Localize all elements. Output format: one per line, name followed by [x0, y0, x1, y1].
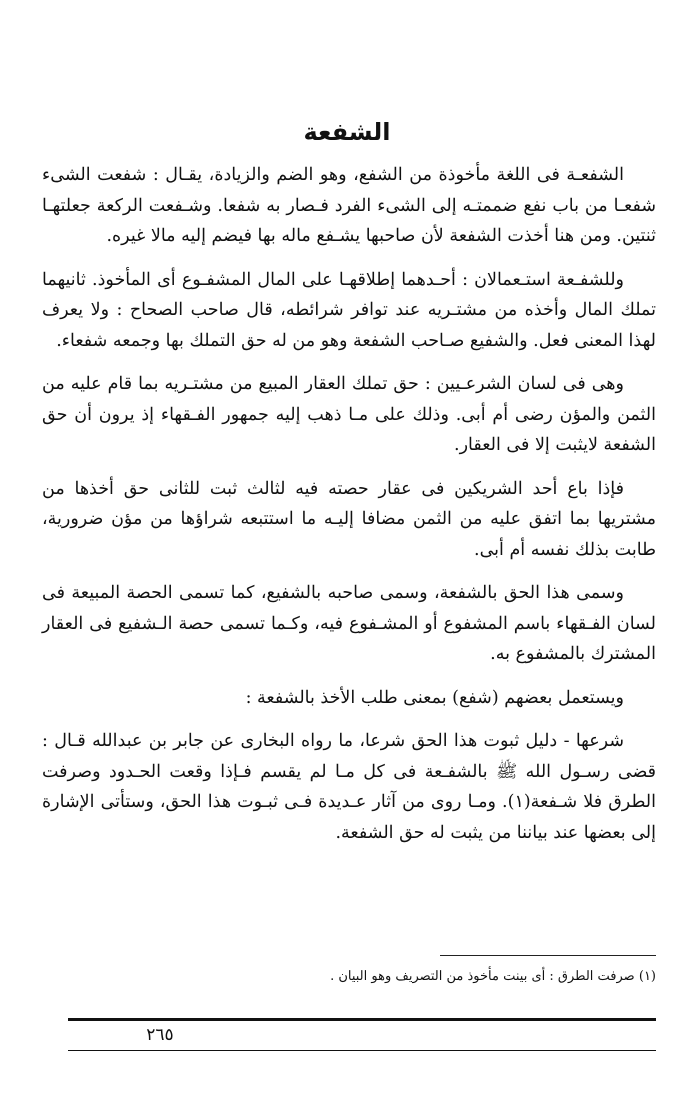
- paragraph-5: وسمى هذا الحق بالشفعة، وسمى صاحبه بالشفيع، كما تسمى الحصة المبيعة فى لسان الفـقهاء باسم المشفوع أو المشـفوع فيه، وكـما تسمى حصة الـشفيع فى العقار المشترك بالمشفوع به.: [42, 583, 656, 664]
- chapter-title: الشفعة: [303, 118, 391, 146]
- footer-rule-thick: [68, 1018, 656, 1021]
- footnote: (١) صرفت الطرق : أى بينت مأخوذ من التصريف وهو البيان .: [330, 969, 656, 984]
- paragraph-1: الشفعـة فى اللغة مأخوذة من الشفع، وهو الضم والزيادة، يقـال : شفعت الشىء شفعـا من باب نفع ضممتـه إلى الشىء الفرد فـصار به شفعا. وشـفعت الركعة جعلتهـا ثنتين. ومن هنا أخذت الشفعة لأن صاحبها يشـفع ماله بها فيضم إليه مالا غيره.: [42, 165, 656, 246]
- paragraph-3: وهى فى لسان الشرعـيين : حق تملك العقار المبيع من مشتـريه بما قام عليه من الثمن والمؤن رضى أم أبى. وذلك على مـا ذهب إليه جمهور الفـقهاء إذ يرون أن حق الشفعة لايثبت إلا فى العقار.: [42, 374, 656, 455]
- paragraph-2: وللشفـعة استـعمالان : أحـدهما إطلاقهـا على المال المشفـوع أى المأخوذ. ثانيهما تملك المال وأخذه من مشتـريه عند توافر شرائطه، قال صاحب الصحاح : ولا يعرف لهذا المعنى فعل. والشفيع صـاحب الشفعة وهو من له حق التملك بها وجمعه شفعاء.: [42, 269, 656, 351]
- page-number: ٢٦٥: [146, 1025, 174, 1045]
- paragraph-7: شرعها - دليل ثبوت هذا الحق شرعا، ما رواه البخارى عن جابر بن عبدالله قـال : قضى رسـول الله ﷺ بالشفـعة فى كل مـا لم يقسم فـإذا وقعت الحـدود وصرفت الطرق فلا شـفعة(١). ومـا روى من آثار عـديدة فـى ثبـوت هذا الحق، وستأتى الإشارة إلى بعضها عند بياننا من يثبت له حق الشفعة.: [42, 731, 656, 843]
- footer-rule-thin: [68, 1050, 656, 1051]
- footnote-divider: [440, 955, 656, 956]
- body-text: [42, 160, 656, 861]
- paragraph-6: ويستعمل بعضهم (شفع) بمعنى طلب الأخذ بالشفعة :: [245, 687, 624, 708]
- paragraph-4: فإذا باع أحد الشريكين فى عقار حصته فيه لثالث ثبت للثانى حق أخذها من مشتريها بما اتفق عليه من الثمن مضافا إليـه ما استتبعه شراؤها من مؤن ضرورية، طابت بذلك نفسه أم أبى.: [42, 478, 656, 560]
